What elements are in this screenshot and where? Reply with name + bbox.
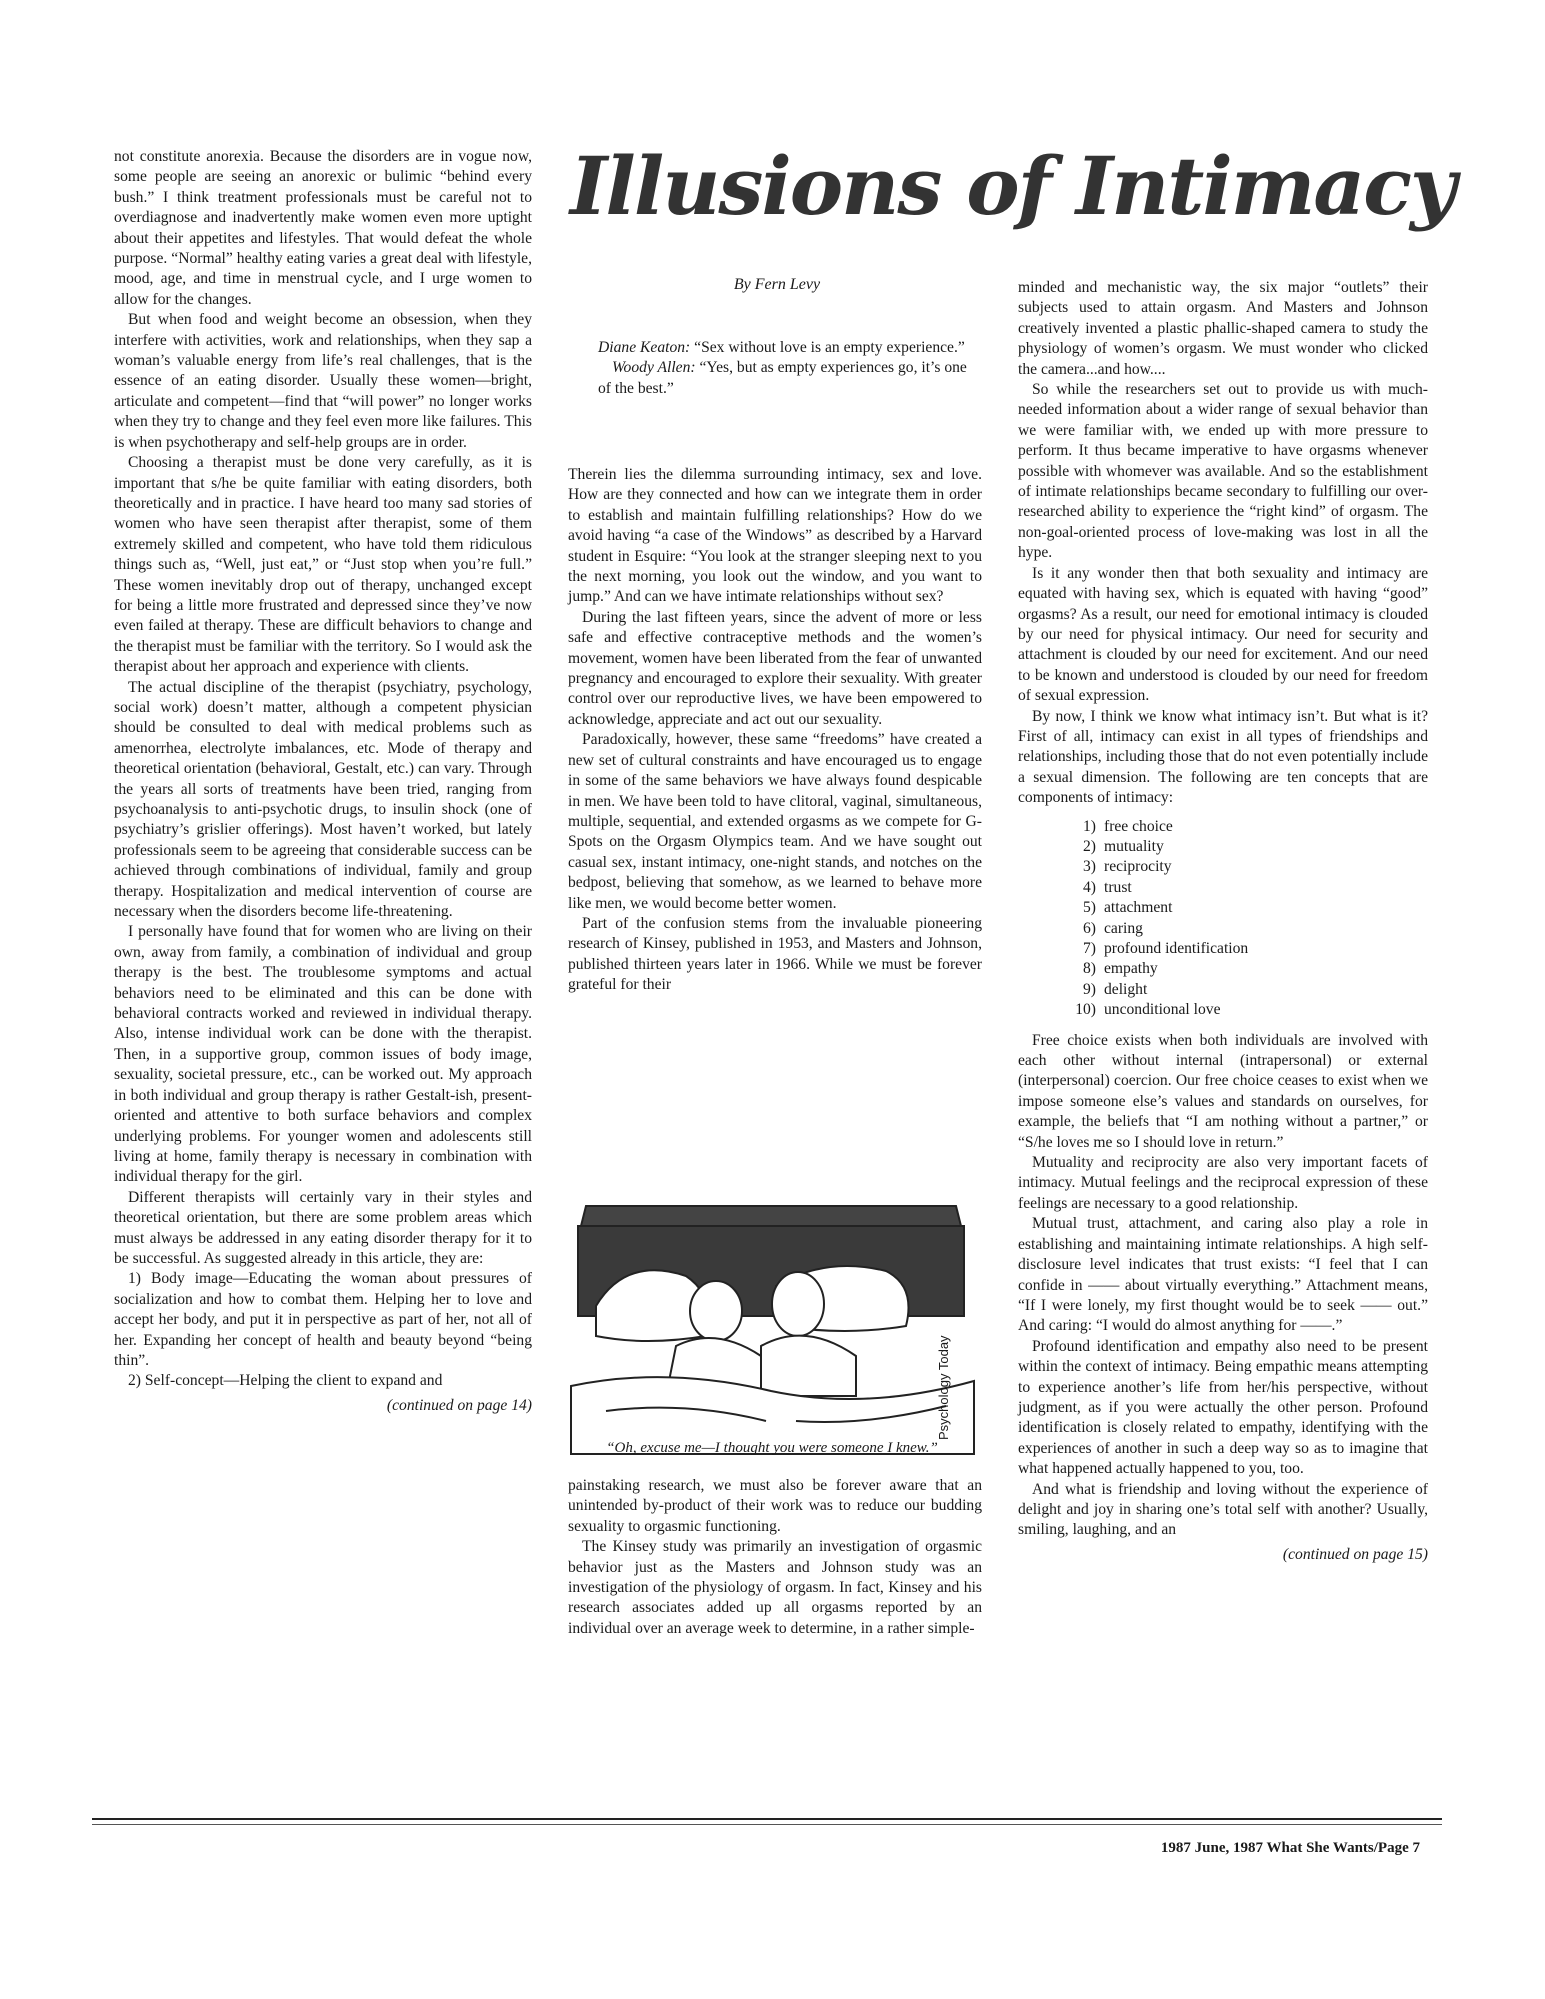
right-paragraph-8: Profound identification and empathy also need to be present within the context of intimacy. Being empathic means attempting to experience another’s life from her/his perspective, without judgment, as if you were actually the other person. Profound identification is closely related to empathy, identifying with the experiences of another in such a deep way so as to imagine that what happened actually happened to you, too. [1018, 1337, 1428, 1478]
concept-number: 3) [1083, 858, 1096, 876]
cartoon-headboard [581, 1206, 961, 1226]
concept-label: trust [1104, 878, 1132, 896]
concept-number: 2) [1083, 837, 1096, 855]
concept-item [1018, 857, 1428, 877]
cartoon-man-body [761, 1336, 856, 1396]
concept-item [1018, 1000, 1428, 1020]
right-paragraph-7: Mutual trust, attachment, and caring also play a role in establishing and maintaining intimate relationships. A high self-disclosure level indicates that trust exists: “I feel that I can confide in —— about virtually everything.” Attachment means, “If I were lonely, my first thought would be to seek —— out.” And caring: “I would do almost anything for ——.” [1018, 1215, 1428, 1335]
cartoon-man-head [772, 1272, 824, 1336]
concept-item [1018, 817, 1428, 837]
left-paragraph-4: The actual discipline of the therapist (psychiatry, psychology, social work) doesn’t matter, although a competent physician should be consulted to deal with medical problems such as amenorrhea, electrolyte imbalances, etc. Mode of therapy and theoretical orientation (behavioral, Gestalt, etc.) can vary. Through the years all sorts of treatments have been tried, ranging from psychoanalysis to anti-psychotic drugs, to insulin shock (one of psychiatry’s grislier offerings). Most haven’t worked, but lately professionals seem to be agreeing that considerable success can be achieved through combinations of individual, family and group therapy. Hospitalization and medical intervention of course are necessary when the disorders become life-threatening. [114, 678, 532, 921]
middle-paragraph-3: Paradoxically, however, these same “freedoms” have created a new set of cultural constraints and have encouraged us to engage in some of the same behaviors we have always found despicable in men. We have been told to have clitoral, vaginal, simultaneous, multiple, sequential, and extended orgasms as we compete for G-Spots on the Orgasm Olympics team. And we have sought out casual sex, instant intimacy, one-night stands, and notches on the bedpost, believing that somehow, as we learned to behave more like men, we would become better women. [568, 731, 982, 912]
byline: By Fern Levy [733, 276, 821, 293]
right-paragraph-4: By now, I think we know what intimacy isn’t. But what is it? First of all, intimacy can exist in all types of friendships and relationships, including those that do not even potentially include a sexual dimension. The following are ten concepts that are components of intimacy: [1018, 707, 1428, 807]
middle-paragraph-4: Part of the confusion stems from the invaluable pioneering research of Kinsey, published in 1953, and Masters and Johnson, published thirteen years later in 1966. While we must be forever grateful for their [568, 914, 982, 994]
epigraph-speaker-2: Woody Allen: [612, 359, 696, 377]
epigraph-quote-1: “Sex without love is an empty experience.” [690, 339, 965, 356]
middle-paragraph-6: The Kinsey study was primarily an investigation of orgasmic behavior just as the Masters and Johnson study was an investigation of the physiology of orgasm. In fact, Kinsey and his research associates added up all orgasms reported by an individual over an average week to determine, in a rather simple- [568, 1538, 982, 1637]
right-paragraph-6: Mutuality and reciprocity are also very important facets of intimacy. Mutual feelings and the reciprocal expression of these feelings are necessary to a good relationship. [1018, 1154, 1428, 1212]
article-headline: Illusions of Intimacy [570, 139, 1455, 233]
cartoon-credit: Psychology Today [936, 1335, 951, 1440]
page-footer: 1987 June, 1987 What She Wants/Page 7 [1160, 1840, 1420, 1856]
concept-label: profound identification [1104, 940, 1249, 957]
concept-number: 1) [1083, 817, 1096, 835]
right-paragraph-3: Is it any wonder then that both sexuality and intimacy are equated with having sex, which is equated with having “good” orgasms? As a result, our need for emotional intimacy is clouded by our need for physical intimacy. Our need for security and attachment is clouded by our need for excitement. And our need to be known and understood is clouded by our need for freedom of sexual expression. [1018, 564, 1428, 705]
epigraph-line-1 [598, 338, 978, 358]
right-paragraph-2: So while the researchers set out to provide us with much-needed information about a wider range of sexual behavior than we were familiar with, we ended up with more pressure to perform. It thus became imperative to have orgasms whenever possible with whomever was available. And so the establishment of intimate relationships became secondary to fulfilling our over-researched ability to experience the “right kind” of orgasm. The non-goal-oriented process of love-making was lost in all the hype. [1018, 381, 1428, 562]
concept-item [1018, 939, 1428, 959]
concept-number: 8) [1083, 960, 1096, 978]
middle-paragraph-2: During the last fifteen years, since the advent of more or less safe and effective contraceptive methods and the women’s movement, women have been liberated from the fear of unwanted pregnancy and encouraged to explore their sexuality. With greater control over our reproductive lives, we have been empowered to acknowledge, appreciate and act out our sexuality. [568, 608, 982, 728]
concept-number: 7) [1083, 940, 1096, 957]
epigraph-speaker-1: Diane Keaton: [598, 339, 691, 356]
middle-column-top [568, 465, 982, 996]
concept-label: caring [1104, 919, 1143, 937]
concept-number: 10) [1075, 1001, 1096, 1019]
concept-item [1018, 898, 1428, 918]
middle-paragraph-5: painstaking research, we must also be forever aware that an unintended by-product of their work was to reduce our budding sexuality to orgasmic functioning. [568, 1477, 982, 1535]
right-paragraph-9: And what is friendship and loving without the experience of delight and joy in sharing one’s total self with another? Usually, smiling, laughing, and an [1018, 1480, 1428, 1539]
left-paragraph-1: not constitute anorexia. Because the disorders are in vogue now, some people are seeing an anorexic or bulimic “behind every bush.” I think treatment professionals must be careful not to overdiagnose and inadvertently make women even more uptight about their appetites and lifestyles. That would defeat the whole purpose. “Normal” healthy eating varies a great deal with lifestyle, mood, age, and time in menstrual cycle, and I urge women to allow for the changes. [114, 148, 532, 308]
left-continued-note: (continued on page 14) [386, 1396, 532, 1414]
epigraph-quote-2: “Yes, but as empty experiences go, it’s one of the best.” [598, 359, 967, 397]
concept-number: 9) [1083, 980, 1096, 998]
epigraph [598, 338, 978, 399]
cartoon-caption: “Oh, excuse me—I thought you were someone I knew.” [606, 1440, 938, 1456]
concept-label: empathy [1104, 960, 1158, 978]
concept-item [1018, 837, 1428, 857]
right-paragraph-1: minded and mechanistic way, the six major “outlets” their subjects used to attain orgasm. And Masters and Johnson creatively invented a plastic phallic-shaped camera to study the physiology of women’s orgasm. We must wonder who clicked the camera...and how.... [1018, 279, 1428, 378]
concept-number: 6) [1083, 919, 1096, 937]
concept-item [1018, 980, 1428, 1000]
left-paragraph-5: I personally have found that for women who are living on their own, away from family, a combination of individual and group therapy is the best. The troublesome symptoms and actual behaviors need to be eliminated and this can be done with behavioral contracts worked and reviewed in individual therapy. Also, intense individual work can be done with the therapist. Then, in a supportive group, common issues of body image, sexuality, societal pressure, etc., can be worked out. My approach in both individual and group therapy is rather Gestalt-ish, present-oriented and attentive to both surface behaviors and complex underlying problems. For younger women and adolescents still living at home, family therapy is necessary in combination with individual therapy for the girl. [114, 923, 532, 1186]
middle-paragraph-1: Therein lies the dilemma surrounding intimacy, sex and love. How are they connected and how can we integrate them in order to establish and maintain fulfilling relationships? How do we avoid having “a case of the Windows” as described by a Harvard student in Esquire: “You look at the stranger sleeping next to you the next morning, you look out the window, and you want to jump.” And can we have intimate relationships without sex? [568, 466, 982, 606]
cartoon-woman-head [690, 1281, 742, 1341]
footer-rule [92, 1818, 1442, 1820]
middle-column-bottom [568, 1476, 982, 1639]
right-continued-note: (continued on page 15) [1282, 1545, 1428, 1563]
footer-rule-thin [92, 1824, 1442, 1825]
concept-label: mutuality [1104, 837, 1164, 855]
left-paragraph-7: 1) Body image—Educating the woman about pressures of socialization and how to combat them. Helping her to love and accept her body, and put it in perspective as part of her, not all of her. Expanding her concept of health and beauty beyond “being thin”. [114, 1270, 532, 1369]
right-column [1018, 278, 1428, 1565]
concept-label: attachment [1104, 899, 1173, 917]
left-paragraph-3: Choosing a therapist must be done very carefully, as it is important that s/he be quite familiar with eating disorders, both theoretically and in practice. I have heard too many sad stories of women who have seen therapist after therapist, some of them extremely skilled and competent, who have told them ridiculous things such as, “Well, just eat,” or “Just stop when you’re full.” These women inevitably drop out of therapy, unchanged except for being a little more frustrated and depressed since they’ve now even failed at therapy. These are difficult behaviors to change and the therapist must be familiar with the territory. So I would ask the therapist about her approach and experience with clients. [114, 454, 532, 676]
intimacy-concepts-list [1018, 817, 1428, 1021]
concept-number: 4) [1083, 878, 1096, 896]
concept-label: reciprocity [1104, 858, 1172, 876]
cartoon-illustration [566, 1196, 978, 1456]
left-paragraph-2: But when food and weight become an obsession, when they interfere with activities, work and relationships, when they sap a woman’s valuable energy from life’s real challenges, that is the essence of an eating disorder. Usually these women—bright, articulate and competent—find that “will power” no longer works when they try to change and they feel even more like failures. This is when psychotherapy and self-help groups are in order. [114, 311, 532, 451]
concept-number: 5) [1083, 899, 1096, 917]
left-paragraph-8: 2) Self-concept—Helping the client to expand and [128, 1372, 443, 1390]
concept-item [1018, 878, 1428, 898]
concept-label: delight [1104, 980, 1148, 998]
right-paragraph-5: Free choice exists when both individuals are involved with each other without internal (intrapersonal) or external (interpersonal) coercion. Our free choice ceases to exist when we impose someone else’s values and standards on ourselves, for example, the beliefs that “I am nothing without a partner,” or “S/he loves me so I should love in return.” [1018, 1031, 1428, 1151]
epigraph-line-2 [598, 358, 978, 399]
left-column [114, 147, 532, 1416]
concept-label: free choice [1104, 817, 1173, 835]
concept-item [1018, 959, 1428, 979]
concept-item [1018, 919, 1428, 939]
concept-label: unconditional love [1104, 1001, 1221, 1019]
left-paragraph-6: Different therapists will certainly vary in their styles and theoretical orientation, but there are some problem areas which must always be addressed in any eating disorder therapy for it to be successful. As suggested already in this article, they are: [114, 1188, 532, 1267]
